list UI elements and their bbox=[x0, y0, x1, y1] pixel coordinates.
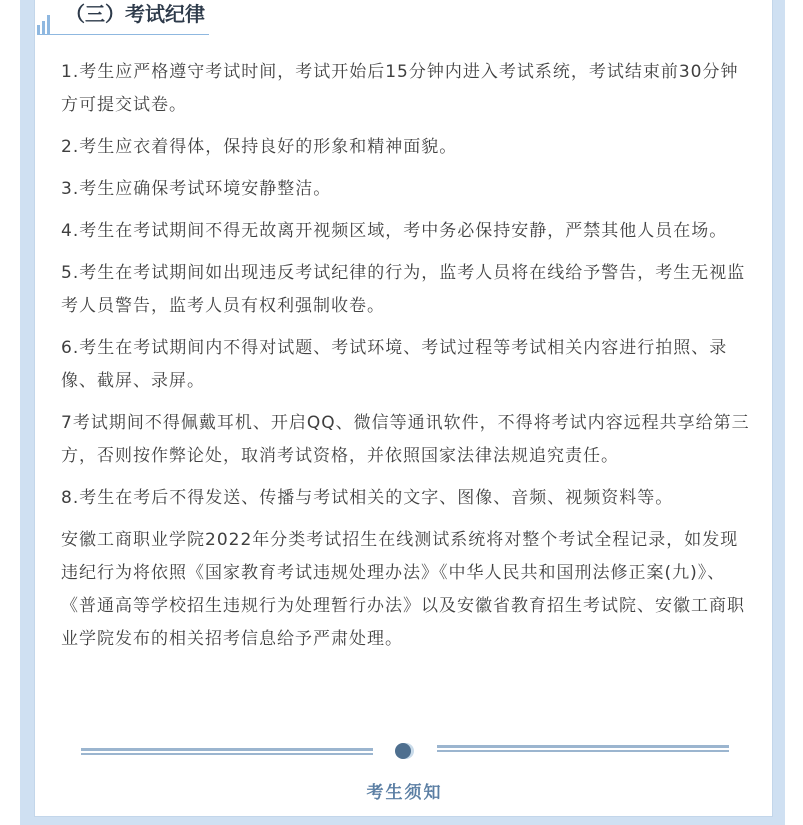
rule-paragraph: 6.考生在考试期间内不得对试题、考试环境、考试过程等考试相关内容进行拍照、录像、截屏、录屏。 bbox=[61, 338, 728, 391]
section-heading bbox=[37, 0, 247, 36]
discipline-rules bbox=[61, 56, 751, 665]
rule-paragraph: 8.考生在考后不得发送、传播与考试相关的文字、图像、音频、视频资料等。 bbox=[61, 488, 674, 508]
rule-paragraph: 3.考生应确保考试环境安静整洁。 bbox=[61, 179, 332, 199]
footer-label: 考生须知 bbox=[366, 783, 443, 803]
heading-underline bbox=[37, 34, 209, 35]
rule-paragraph: 4.考生在考试期间不得无故离开视频区域，考中务必保持安静，严禁其他人员在场。 bbox=[61, 221, 728, 241]
section-title: （三）考试纪律 bbox=[65, 2, 205, 26]
divider-circle-icon bbox=[395, 743, 411, 759]
closing-paragraph: 安徽工商职业学院2022年分类考试招生在线测试系统将对整个考试全程记录，如发现违纪行为将依照《国家教育考试违规处理办法》《中华人民共和国刑法修正案(九)》、《普通高等学校招生违规行为处理暂行办法》以及安徽省教育招生考试院、安徽工商职业学院发布的相关招考信息给予严肃处理。 bbox=[61, 530, 745, 649]
document-card bbox=[34, 0, 773, 817]
rule-paragraph: 5.考生在考试期间如出现违反考试纪律的行为，监考人员将在线给予警告，考生无视监考人员警告，监考人员有权利强制收卷。 bbox=[61, 263, 746, 316]
rule-paragraph: 7考试期间不得佩戴耳机、开启QQ、微信等通讯软件，不得将考试内容远程共享给第三方，否则按作弊论处，取消考试资格，并依照国家法律法规追究责任。 bbox=[61, 413, 750, 466]
footer-divider bbox=[81, 740, 729, 762]
rule-paragraph: 2.考生应衣着得体，保持良好的形象和精神面貌。 bbox=[61, 137, 458, 157]
rule-paragraph: 1.考生应严格遵守考试时间，考试开始后15分钟内进入考试系统，考试结束前30分钟方可提交试卷。 bbox=[61, 62, 739, 115]
heading-bars-decoration bbox=[37, 15, 51, 35]
